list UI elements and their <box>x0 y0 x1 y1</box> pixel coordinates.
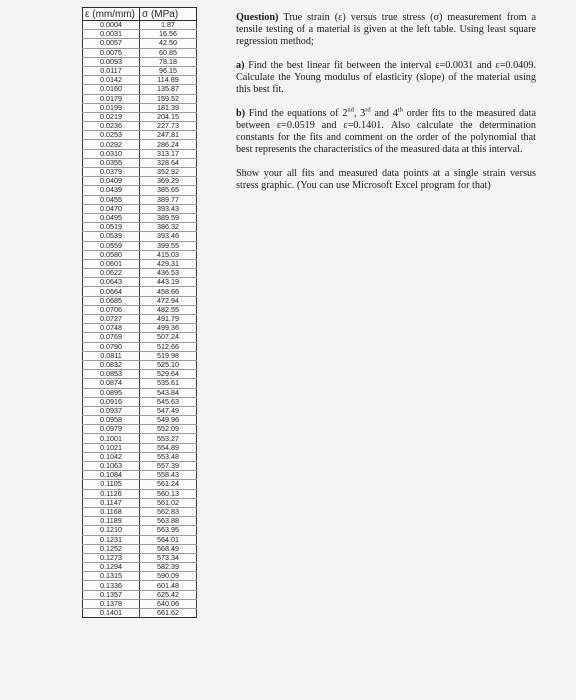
strain-cell: 0.0031 <box>83 30 140 39</box>
table-row <box>83 609 197 618</box>
table-row <box>83 535 197 544</box>
stress-cell: 529.64 <box>140 370 197 379</box>
strain-cell: 0.1147 <box>83 498 140 507</box>
stress-cell: 286.24 <box>140 140 197 149</box>
strain-cell: 0.0142 <box>83 76 140 85</box>
strain-cell: 0.0979 <box>83 425 140 434</box>
table-row <box>83 103 197 112</box>
stress-cell: 557.39 <box>140 462 197 471</box>
table-row <box>83 149 197 158</box>
part-b-label: b) <box>236 108 246 119</box>
strain-cell: 0.1357 <box>83 590 140 599</box>
stress-cell: 386.32 <box>140 223 197 232</box>
stress-cell: 507.24 <box>140 333 197 342</box>
stress-cell: 552.09 <box>140 425 197 434</box>
table-row <box>83 581 197 590</box>
stress-cell: 519.98 <box>140 351 197 360</box>
strain-cell: 0.0811 <box>83 351 140 360</box>
stress-cell: 590.09 <box>140 572 197 581</box>
strain-cell: 0.0179 <box>83 94 140 103</box>
table-row <box>83 241 197 250</box>
show-fits-instruction: Show your all fits and measured data points at a single strain versus stress graphic. (You can use Microsoft Excel program for that) <box>236 168 536 191</box>
strain-cell: 0.1189 <box>83 517 140 526</box>
part-b-text-3: and 4 <box>370 108 398 119</box>
strain-cell: 0.1231 <box>83 535 140 544</box>
stress-cell: 625.42 <box>140 590 197 599</box>
table-row <box>83 443 197 452</box>
strain-cell: 0.0470 <box>83 204 140 213</box>
stress-cell: 549.96 <box>140 416 197 425</box>
stress-cell: 389.59 <box>140 213 197 222</box>
question-label: Question) <box>236 12 279 23</box>
stress-cell: 553.48 <box>140 452 197 461</box>
stress-cell: 429.31 <box>140 259 197 268</box>
stress-cell: 562.83 <box>140 507 197 516</box>
stress-cell: 385.65 <box>140 186 197 195</box>
stress-cell: 512.66 <box>140 342 197 351</box>
stress-cell: 181.39 <box>140 103 197 112</box>
stress-cell: 560.13 <box>140 489 197 498</box>
stress-cell: 640.06 <box>140 599 197 608</box>
stress-cell: 561.02 <box>140 498 197 507</box>
strain-cell: 0.0379 <box>83 168 140 177</box>
strain-cell: 0.0495 <box>83 213 140 222</box>
stress-cell: 436.53 <box>140 269 197 278</box>
stress-cell: 482.55 <box>140 305 197 314</box>
stress-cell: 227.73 <box>140 122 197 131</box>
stress-cell: 491.79 <box>140 315 197 324</box>
stress-cell: 458.66 <box>140 287 197 296</box>
stress-cell: 313.17 <box>140 149 197 158</box>
strain-cell: 0.0409 <box>83 177 140 186</box>
part-b-text-2: , 3 <box>353 108 366 119</box>
strain-cell: 0.1401 <box>83 609 140 618</box>
stress-cell: 415.03 <box>140 250 197 259</box>
table-row <box>83 434 197 443</box>
stress-column-header: σ (MPa) <box>140 8 197 21</box>
strain-cell: 0.0004 <box>83 21 140 30</box>
stress-cell: 568.49 <box>140 544 197 553</box>
strain-cell: 0.0727 <box>83 315 140 324</box>
stress-cell: 499.36 <box>140 324 197 333</box>
question-text-block <box>236 12 536 204</box>
stress-cell: 543.84 <box>140 388 197 397</box>
table-row <box>83 572 197 581</box>
table-row <box>83 287 197 296</box>
table-row <box>83 278 197 287</box>
stress-cell: 545.63 <box>140 397 197 406</box>
stress-cell: 16.56 <box>140 30 197 39</box>
stress-cell: 563.88 <box>140 517 197 526</box>
stress-cell: 393.43 <box>140 204 197 213</box>
strain-cell: 0.0253 <box>83 131 140 140</box>
stress-cell: 563.95 <box>140 526 197 535</box>
table-row <box>83 342 197 351</box>
table-row <box>83 397 197 406</box>
strain-cell: 0.1294 <box>83 563 140 572</box>
strain-cell: 0.0769 <box>83 333 140 342</box>
part-a-label: a) <box>236 60 245 71</box>
strain-cell: 0.0664 <box>83 287 140 296</box>
stress-cell: 78.18 <box>140 57 197 66</box>
table-row <box>83 250 197 259</box>
strain-cell: 0.0706 <box>83 305 140 314</box>
strain-cell: 0.0559 <box>83 241 140 250</box>
part-b-ordinal-2: nd <box>347 106 354 114</box>
stress-cell: 135.87 <box>140 85 197 94</box>
strain-cell: 0.0643 <box>83 278 140 287</box>
strain-stress-table <box>82 7 197 618</box>
strain-column-header: ε (mm/mm) <box>83 8 140 21</box>
strain-cell: 0.0292 <box>83 140 140 149</box>
question-intro <box>236 12 536 48</box>
strain-cell: 0.0790 <box>83 342 140 351</box>
stress-cell: 352.92 <box>140 168 197 177</box>
table-row <box>83 489 197 498</box>
stress-cell: 547.49 <box>140 406 197 415</box>
table-row <box>83 590 197 599</box>
strain-cell: 0.1001 <box>83 434 140 443</box>
stress-cell: 96.15 <box>140 66 197 75</box>
stress-cell: 472.94 <box>140 296 197 305</box>
part-b <box>236 108 536 156</box>
strain-cell: 0.0075 <box>83 48 140 57</box>
table-row <box>83 131 197 140</box>
strain-cell: 0.1084 <box>83 471 140 480</box>
stress-cell: 204.15 <box>140 112 197 121</box>
strain-cell: 0.1168 <box>83 507 140 516</box>
stress-cell: 553.27 <box>140 434 197 443</box>
stress-cell: 393.46 <box>140 232 197 241</box>
strain-cell: 0.0455 <box>83 195 140 204</box>
table-row <box>83 425 197 434</box>
strain-cell: 0.1273 <box>83 553 140 562</box>
stress-cell: 399.55 <box>140 241 197 250</box>
table-row <box>83 296 197 305</box>
table-row <box>83 388 197 397</box>
table-row <box>83 379 197 388</box>
stress-cell: 561.24 <box>140 480 197 489</box>
stress-cell: 582.39 <box>140 563 197 572</box>
stress-cell: 564.01 <box>140 535 197 544</box>
strain-cell: 0.0937 <box>83 406 140 415</box>
stress-cell: 159.52 <box>140 94 197 103</box>
strain-cell: 0.0199 <box>83 103 140 112</box>
part-b-ordinal-3: rd <box>365 106 371 114</box>
strain-cell: 0.0057 <box>83 39 140 48</box>
strain-cell: 0.1126 <box>83 489 140 498</box>
table-row <box>83 232 197 241</box>
strain-cell: 0.1315 <box>83 572 140 581</box>
table-row <box>83 195 197 204</box>
stress-cell: 369.29 <box>140 177 197 186</box>
strain-cell: 0.1105 <box>83 480 140 489</box>
stress-cell: 535.61 <box>140 379 197 388</box>
strain-cell: 0.0580 <box>83 250 140 259</box>
strain-cell: 0.0853 <box>83 370 140 379</box>
table-row <box>83 140 197 149</box>
strain-cell: 0.1210 <box>83 526 140 535</box>
table-row <box>83 39 197 48</box>
strain-cell: 0.0601 <box>83 259 140 268</box>
strain-cell: 0.0832 <box>83 360 140 369</box>
stress-cell: 661.62 <box>140 609 197 618</box>
strain-cell: 0.1063 <box>83 462 140 471</box>
table-row <box>83 48 197 57</box>
part-a-text: Find the best linear fit between the interval ε=0.0031 and ε=0.0409. Calculate the Young modulus of elasticity (slope) of the material using this best fit. <box>236 60 536 95</box>
strain-cell: 0.0874 <box>83 379 140 388</box>
part-b-text-4: order fits to the measured data between ε=0.0519 and ε=0.1401. Also calculate the determination constants for the fits and comment on the order of the polynomial that best represents the characteristics of the measured data at this interval. <box>236 108 536 155</box>
stress-cell: 247.81 <box>140 131 197 140</box>
table-body <box>83 21 197 618</box>
table-row <box>83 85 197 94</box>
stress-cell: 554.89 <box>140 443 197 452</box>
stress-cell: 328.64 <box>140 158 197 167</box>
strain-cell: 0.1021 <box>83 443 140 452</box>
strain-cell: 0.0236 <box>83 122 140 131</box>
strain-cell: 0.0895 <box>83 388 140 397</box>
strain-cell: 0.0539 <box>83 232 140 241</box>
stress-cell: 573.34 <box>140 553 197 562</box>
stress-cell: 601.48 <box>140 581 197 590</box>
question-intro-text: True strain (ε) versus true stress (σ) measurement from a tensile testing of a material is given at the left table. Using least square regression method; <box>236 12 536 47</box>
table-row <box>83 186 197 195</box>
strain-cell: 0.0093 <box>83 57 140 66</box>
strain-cell: 0.0958 <box>83 416 140 425</box>
strain-cell: 0.1042 <box>83 452 140 461</box>
strain-cell: 0.0355 <box>83 158 140 167</box>
part-a <box>236 60 536 96</box>
stress-cell: 60.85 <box>140 48 197 57</box>
strain-cell: 0.0310 <box>83 149 140 158</box>
stress-cell: 525.10 <box>140 360 197 369</box>
part-b-ordinal-4: th <box>397 106 403 114</box>
strain-cell: 0.0916 <box>83 397 140 406</box>
strain-cell: 0.0519 <box>83 223 140 232</box>
table-row <box>83 544 197 553</box>
strain-cell: 0.0160 <box>83 85 140 94</box>
table-row <box>83 526 197 535</box>
part-b-text-1: Find the equations of 2 <box>248 108 348 119</box>
strain-cell: 0.1378 <box>83 599 140 608</box>
strain-cell: 0.0439 <box>83 186 140 195</box>
stress-cell: 389.77 <box>140 195 197 204</box>
strain-cell: 0.0748 <box>83 324 140 333</box>
strain-cell: 0.0117 <box>83 66 140 75</box>
table-row <box>83 480 197 489</box>
table-row <box>83 94 197 103</box>
strain-cell: 0.1252 <box>83 544 140 553</box>
strain-cell: 0.0685 <box>83 296 140 305</box>
stress-cell: 443.19 <box>140 278 197 287</box>
table-row <box>83 333 197 342</box>
stress-cell: 114.89 <box>140 76 197 85</box>
strain-cell: 0.0622 <box>83 269 140 278</box>
strain-cell: 0.1336 <box>83 581 140 590</box>
stress-cell: 558.43 <box>140 471 197 480</box>
stress-cell: 1.87 <box>140 21 197 30</box>
stress-cell: 42.50 <box>140 39 197 48</box>
table-header-row <box>83 8 197 21</box>
strain-cell: 0.0219 <box>83 112 140 121</box>
